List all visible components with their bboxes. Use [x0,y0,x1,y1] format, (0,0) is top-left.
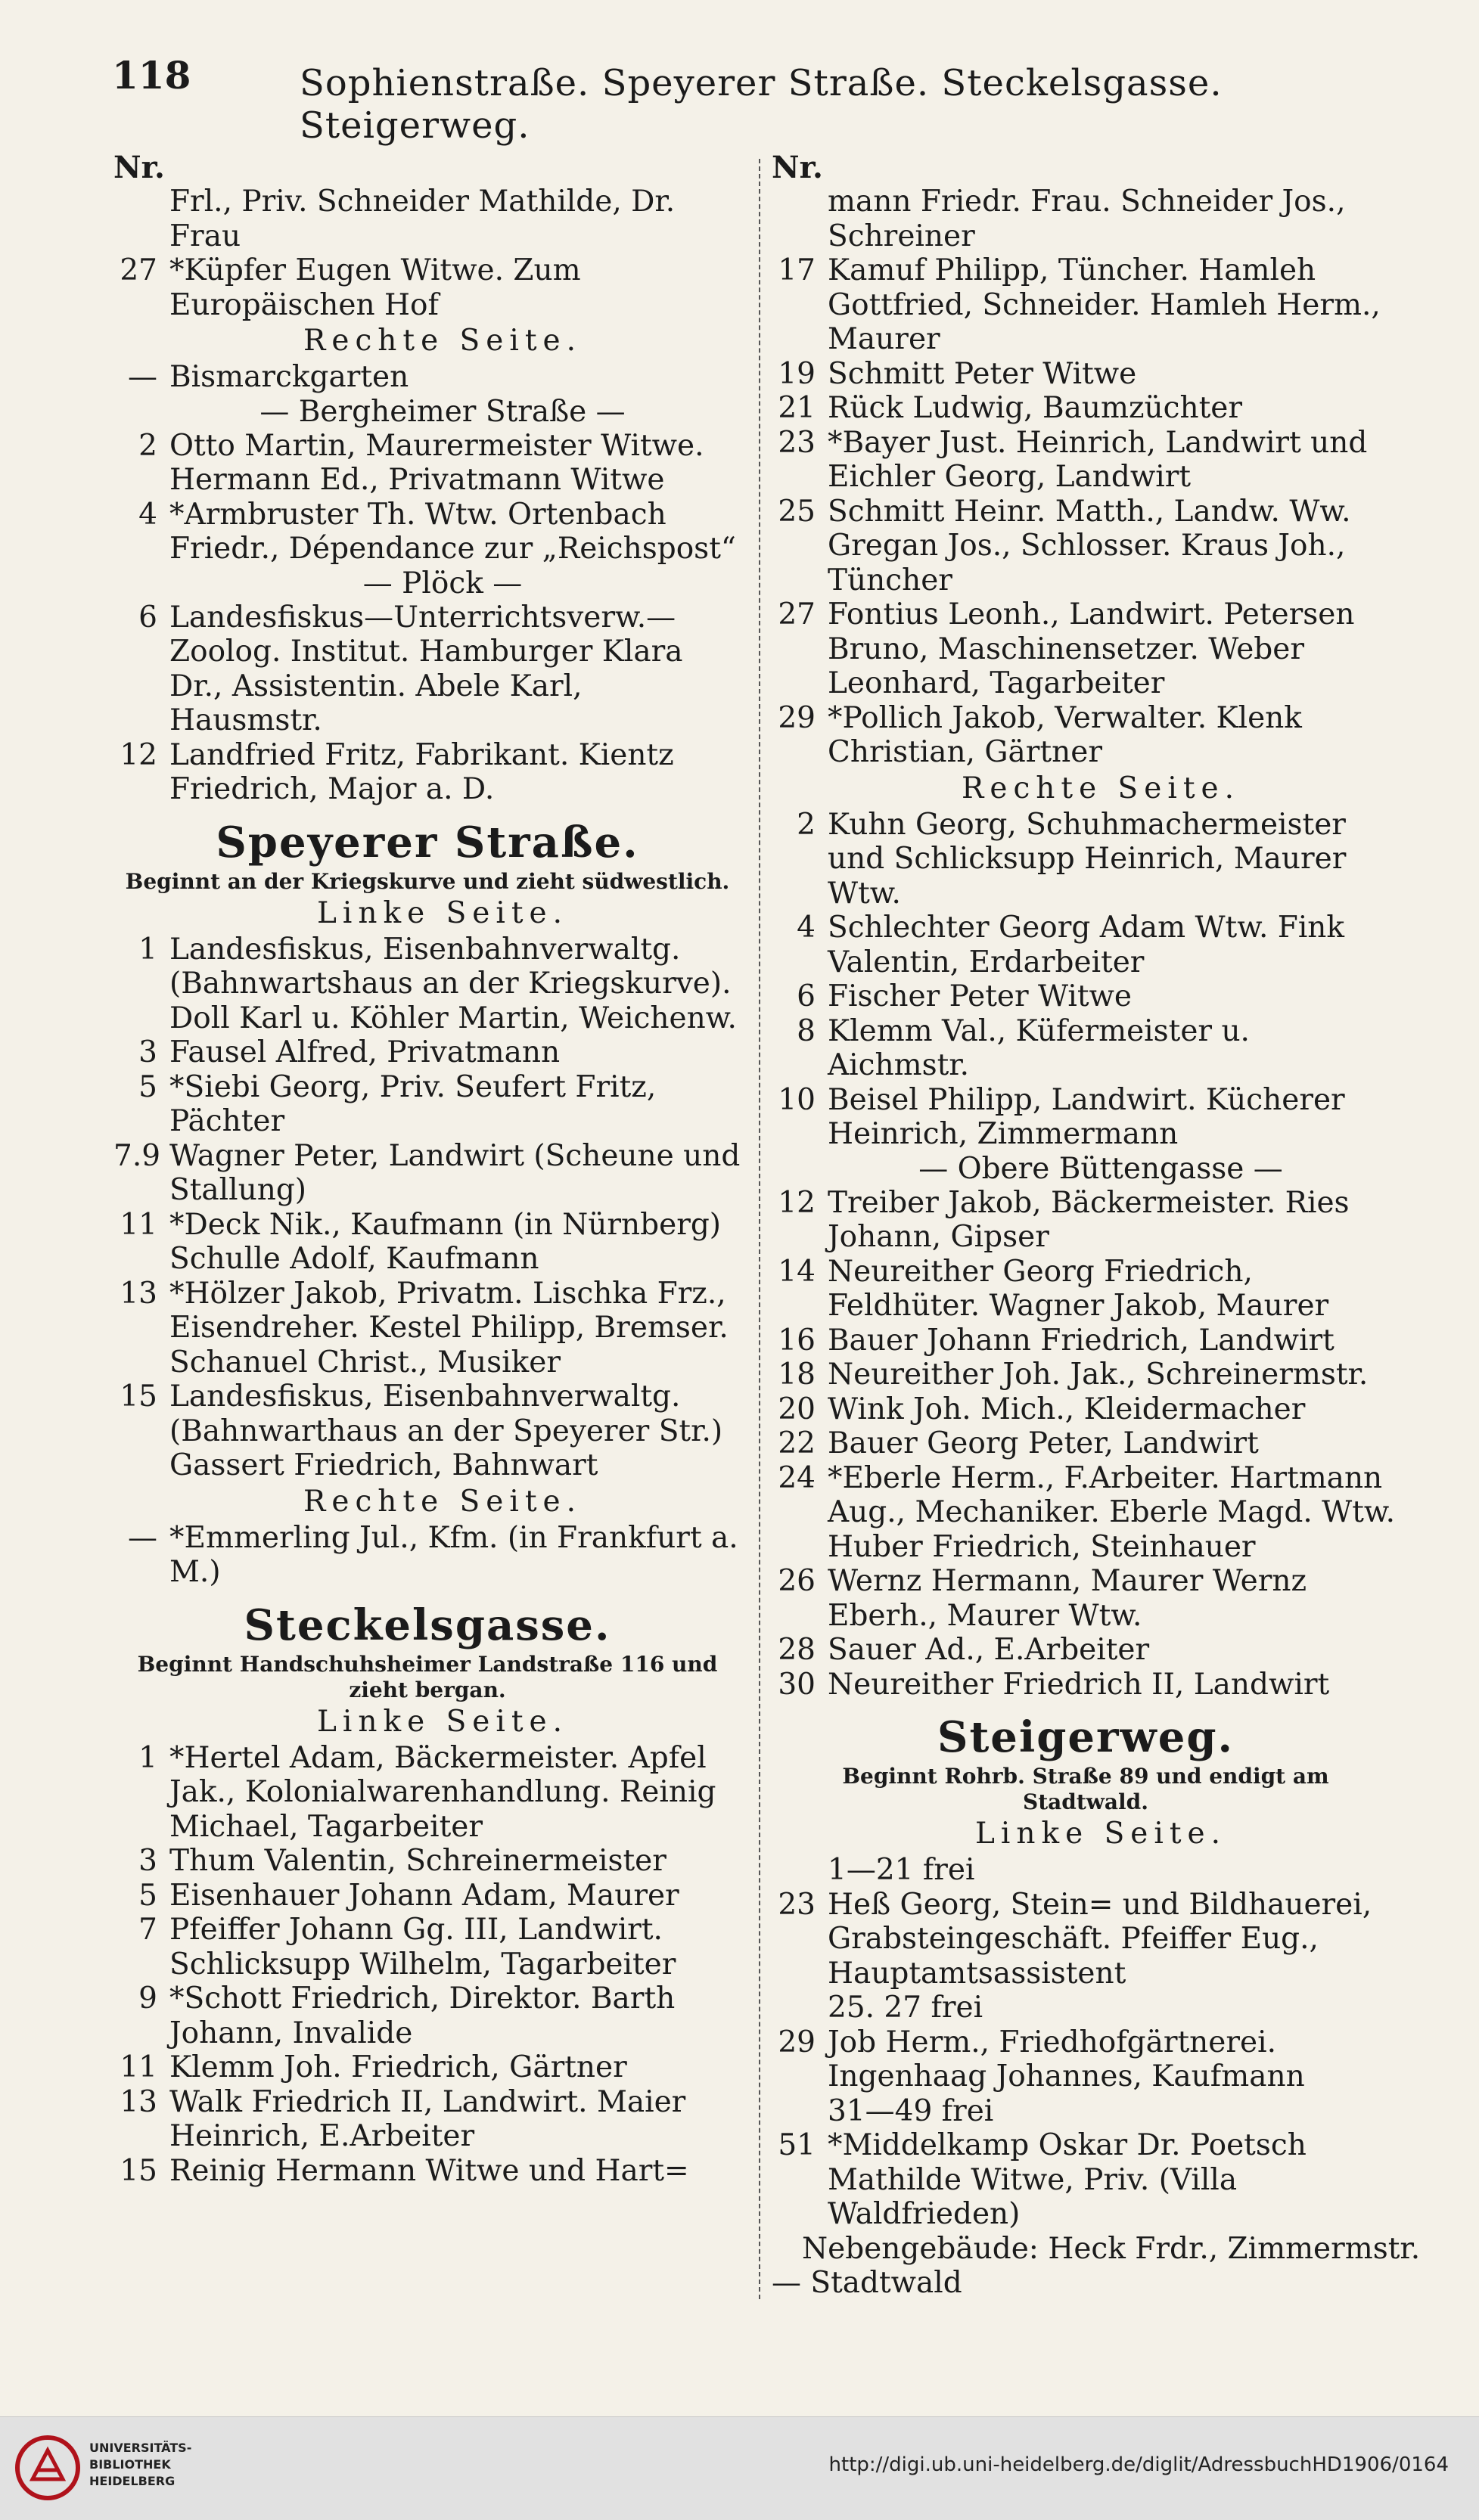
house-number: 5 [138,1069,157,1104]
directory-entry [113,933,741,1036]
resident-text: Bauer Georg Peter, Landwirt [828,1426,1259,1460]
house-number: 21 [778,391,816,425]
entry-list [113,1741,741,2189]
directory-entry [113,1139,741,1208]
house-number: 28 [778,1633,816,1667]
resident-text: Schlechter Georg Adam Wtw. Fink Valentin, Erdarbeiter [828,911,1345,979]
house-number: 11 [120,1207,157,1242]
directory-entry [772,1083,1400,1152]
house-number: 4 [797,911,816,945]
resident-text: 31—49 frei [828,2093,994,2128]
page-header [112,53,1443,147]
resident-text: *Emmerling Jul., Kfm. (in Frankfurt a. M.) [169,1520,738,1589]
cross-street: — Obere Büttengasse — [918,1151,1283,1186]
resident-text: Heß Georg, Stein= und Bildhauerei, Grabsteingeschäft. Pfeiffer Eug., Hauptamtsassistent [828,1887,1372,1991]
house-number: 6 [797,979,816,1013]
directory-entry [772,1324,1400,1358]
house-number [772,2094,828,2129]
resident-text: *Eberle Herm., F.Arbeiter. Hartmann Aug., Mechaniker. Eberle Magd. Wtw. Huber Friedrich, Steinhauer [828,1460,1396,1564]
resident-text: Landesfiskus, Eisenbahnverwaltg. (Bahnwartshaus an der Kriegskurve). Doll Karl u. Köhler Martin, Weichenw. [169,932,737,1035]
house-number: 24 [778,1460,816,1495]
house-number [772,1991,828,2025]
resident-text: Klemm Joh. Friedrich, Gärtner [169,2050,627,2084]
directory-entry [113,1844,741,1879]
resident-text: Bismarckgarten [169,360,409,394]
resident-text: Sauer Ad., E.Arbeiter [828,1633,1150,1667]
house-number: 1 [138,932,157,967]
house-number: 22 [778,1426,816,1460]
resident-text: 25. 27 frei [828,1991,983,2025]
house-number: 1 [138,1740,157,1775]
house-number: 29 [778,2025,816,2059]
side-heading: Linke Seite. [316,895,569,930]
resident-text: Neureither Friedrich II, Landwirt [828,1667,1330,1702]
nr-label: Nr. [772,150,823,185]
street-subtitle: Beginnt an der Kriegskurve und zieht südwestlich. [125,868,730,894]
resident-text: *Pollich Jakob, Verwalter. Klenk Christian, Gärtner [828,700,1302,769]
directory-entry [113,1982,741,2050]
house-number: 27 [778,597,816,632]
cross-street: — Plöck — [362,566,523,601]
house-number: 15 [120,1379,157,1414]
resident-text: *Siebi Georg, Priv. Seufert Fritz, Pächter [169,1069,657,1138]
resident-text: Landfried Fritz, Fabrikant. Kientz Friedrich, Major a. D. [169,737,674,806]
side-heading: Rechte Seite. [962,771,1240,805]
house-number: 26 [778,1564,816,1598]
resident-text: Job Herm., Friedhofgärtnerei. Ingenhaag Johannes, Kaufmann [828,2025,1305,2093]
resident-text: 1—21 frei [828,1853,975,1887]
library-name [89,2440,191,2490]
resident-text: Neureither Georg Friedrich, Feldhüter. Wagner Jakob, Maurer [828,1254,1329,1323]
directory-entry [772,1255,1400,1324]
house-number: — [128,360,157,394]
directory-entry [113,2050,741,2085]
resident-text: Kamuf Philipp, Tüncher. Hamleh Gottfried, Schneider. Hamleh Herm., Maurer [828,253,1381,356]
directory-entry [772,495,1400,598]
directory-entry [113,1521,741,1590]
directory-entry [772,911,1400,979]
directory-entry [772,1668,1400,1702]
directory-entry [113,1379,741,1483]
directory-entry [113,1741,741,1845]
house-number: 29 [778,700,816,735]
house-number: 18 [778,1358,816,1392]
house-number: 7 [138,1913,157,1947]
directory-entry [772,979,1400,1014]
directory-entry [772,2094,1400,2129]
house-number: 30 [778,1667,816,1702]
library-name-line: HEIDELBERG [89,2474,176,2488]
directory-entry [113,1879,741,1913]
resident-text: Rück Ludwig, Baumzüchter [828,391,1242,425]
house-number: 27 [120,253,157,287]
house-number: 23 [778,1887,816,1922]
resident-text: Reinig Hermann Witwe und Hart= [169,2153,689,2188]
resident-text: Fausel Alfred, Privatmann [169,1035,561,1069]
resident-text: mann Friedr. Frau. Schneider Jos., Schreiner [828,185,1346,253]
directory-entry [113,601,741,738]
resident-text: *Schott Friedrich, Direktor. Barth Johann, Invalide [169,1982,676,2050]
house-number: 5 [138,1878,157,1913]
directory-entry [113,1913,741,1982]
entry-list [772,1853,1400,2232]
street-title: Steigerweg. [937,1712,1234,1762]
directory-entry [772,1888,1400,1991]
entry-list [113,1521,741,1590]
directory-entry [772,1633,1400,1668]
resident-text: Schmitt Heinr. Matth., Landw. Ww. Gregan Jos., Schlosser. Kraus Joh., Tüncher [828,494,1351,597]
footer-bar [0,2416,1479,2520]
directory-entry [772,597,1400,701]
house-number: 20 [778,1392,816,1426]
directory-entry [113,253,741,322]
house-number: 23 [778,425,816,460]
directory-entry [113,1208,741,1277]
house-number: 25 [778,494,816,529]
directory-entry [772,1014,1400,1083]
directory-entry [772,808,1400,911]
house-number: 11 [120,2050,157,2084]
house-number: 9 [138,1982,157,2016]
resident-text: Landesfiskus—Unterrichtsverw.— Zoolog. Institut. Hamburger Klara Dr., Assistentin. Abele Karl, Hausmstr. [169,600,683,737]
resident-text: Bauer Johann Friedrich, Landwirt [828,1323,1335,1358]
house-number: 2 [138,428,157,463]
house-number: 8 [797,1013,816,1048]
stadtwald-line: — Stadtwald [772,2266,962,2300]
house-number: — [128,1520,157,1555]
street-title: Speyerer Straße. [216,817,639,867]
directory-entry [772,253,1400,357]
directory-entry [772,1853,1400,1888]
directory-entry [772,2025,1400,2094]
resident-text: Otto Martin, Maurermeister Witwe. Hermann Ed., Privatmann Witwe [169,428,704,497]
directory-entry [113,2154,741,2189]
entry-list [113,360,741,395]
library-name-line: BIBLIOTHEK [89,2457,171,2472]
resident-text: Neureither Joh. Jak., Schreinermstr. [828,1358,1369,1392]
resident-text: Wagner Peter, Landwirt (Scheune und Stallung) [169,1138,741,1207]
permalink-url[interactable]: http://digi.ub.uni-heidelberg.de/diglit/AdressbuchHD1906/0164 [828,2453,1449,2476]
directory-entry [772,391,1400,426]
resident-text: Wink Joh. Mich., Kleidermacher [828,1392,1306,1426]
resident-text: Wernz Hermann, Maurer Wernz Eberh., Maurer Wtw. [828,1564,1307,1633]
entry-list [772,1186,1400,1702]
directory-entry [772,1991,1400,2025]
resident-text: Treiber Jakob, Bäckermeister. Ries Johann, Gipser [828,1185,1350,1254]
street-title: Steckelsgasse. [244,1600,611,1650]
resident-text: *Küpfer Eugen Witwe. Zum Europäischen Hof [169,253,581,322]
house-number: 10 [778,1082,816,1117]
house-number: 15 [120,2153,157,2188]
directory-entry [772,1564,1400,1633]
house-number [772,1853,828,1888]
entry-list [113,185,741,322]
entry-list [772,808,1400,1152]
house-number: 3 [138,1844,157,1878]
resident-text: Kuhn Georg, Schuhmachermeister und Schlicksupp Heinrich, Maurer Wtw. [828,807,1347,911]
directory-entry [113,1277,741,1380]
directory-entry [772,357,1400,392]
left-column [113,151,741,2188]
directory-entry [113,2085,741,2154]
directory-entry [772,1426,1400,1461]
side-heading: Rechte Seite. [303,324,582,358]
directory-entry [113,1070,741,1139]
resident-text: Thum Valentin, Schreinermeister [169,1844,666,1878]
directory-entry [113,429,741,498]
nr-label: Nr. [113,150,165,185]
directory-entry [772,1186,1400,1255]
side-heading: Rechte Seite. [303,1484,582,1519]
house-number: 7.9 [113,1138,161,1173]
directory-entry [113,498,741,566]
page-number: 118 [112,53,191,98]
resident-text: Fontius Leonh., Landwirt. Petersen Bruno, Maschinensetzer. Weber Leonhard, Tagarbeiter [828,597,1355,700]
resident-text: Frl., Priv. Schneider Mathilde, Dr. Frau [169,185,676,253]
resident-text: Beisel Philipp, Landwirt. Kücherer Heinrich, Zimmermann [828,1082,1345,1151]
resident-text: *Bayer Just. Heinrich, Landwirt und Eichler Georg, Landwirt [828,425,1368,494]
cross-street: — Bergheimer Straße — [259,394,626,429]
resident-text: *Hölzer Jakob, Privatm. Lischka Frz., Eisendreher. Kestel Philipp, Bremser. Schanuel Christ., Musiker [169,1276,729,1379]
house-number: 12 [120,737,157,772]
house-number [772,185,828,253]
entry-list [113,933,741,1483]
resident-text: *Middelkamp Oskar Dr. Poetsch Mathilde Witwe, Priv. (Villa Waldfrieden) [828,2128,1307,2231]
university-library-logo-icon [14,2434,82,2502]
street-subtitle: Beginnt Handschuhsheimer Landstraße 116 und zieht bergan. [137,1651,718,1702]
directory-entry [772,2128,1400,2232]
resident-text: *Armbruster Th. Wtw. Ortenbach Friedr., Dépendance zur „Reichspost“ [169,497,736,566]
directory-entry [113,738,741,807]
resident-text: *Hertel Adam, Bäckermeister. Apfel Jak., Kolonialwarenhandlung. Reinig Michael, Tagarbeiter [169,1740,716,1844]
running-title: Sophienstraße. Speyerer Straße. Steckelsgasse. Steigerweg. [300,62,1223,147]
resident-text: Klemm Val., Küfermeister u. Aichmstr. [828,1013,1250,1082]
house-number: 2 [797,807,816,842]
house-number: 17 [778,253,816,287]
street-subtitle: Beginnt Rohrb. Straße 89 und endigt am Stadtwald. [842,1764,1329,1814]
directory-entry [772,426,1400,495]
column-divider [759,159,760,2299]
directory-entry [113,360,741,395]
house-number: 14 [778,1254,816,1289]
resident-text: Pfeiffer Johann Gg. III, Landwirt. Schlicksupp Wilhelm, Tagarbeiter [169,1913,676,1982]
house-number: 19 [778,356,816,391]
house-number [113,185,169,253]
resident-text: Eisenhauer Johann Adam, Maurer [169,1878,679,1913]
directory-entry [772,185,1400,253]
side-heading: Linke Seite. [974,1817,1227,1851]
directory-entry [772,1461,1400,1565]
house-number: 3 [138,1035,157,1069]
resident-text: *Deck Nik., Kaufmann (in Nürnberg) Schulle Adolf, Kaufmann [169,1207,722,1276]
house-number: 16 [778,1323,816,1358]
library-name-line: UNIVERSITÄTS- [89,2441,192,2455]
house-number: 12 [778,1185,816,1220]
directory-entry [113,1035,741,1070]
resident-text: Fischer Peter Witwe [828,979,1132,1013]
house-number: 51 [778,2128,816,2162]
entry-list [113,429,741,566]
house-number: 13 [120,1276,157,1311]
directory-entry [772,701,1400,770]
directory-entry [772,1392,1400,1427]
resident-text: Landesfiskus, Eisenbahnverwaltg. (Bahnwarthaus an der Speyerer Str.) Gassert Friedrich, Bahnwart [169,1379,723,1482]
house-number: 13 [120,2084,157,2119]
directory-entry [113,185,741,253]
entry-list [772,185,1400,770]
side-heading: Linke Seite. [316,1704,569,1739]
house-number: 6 [138,600,157,635]
directory-entry [772,1358,1400,1392]
entry-list [113,601,741,807]
house-number: 4 [138,497,157,532]
resident-text: Walk Friedrich II, Landwirt. Maier Heinrich, E.Arbeiter [169,2084,686,2153]
nebengebaude-line: Nebengebäude: Heck Frdr., Zimmermstr. [802,2231,1421,2266]
right-column [772,150,1421,2301]
resident-text: Schmitt Peter Witwe [828,356,1137,391]
